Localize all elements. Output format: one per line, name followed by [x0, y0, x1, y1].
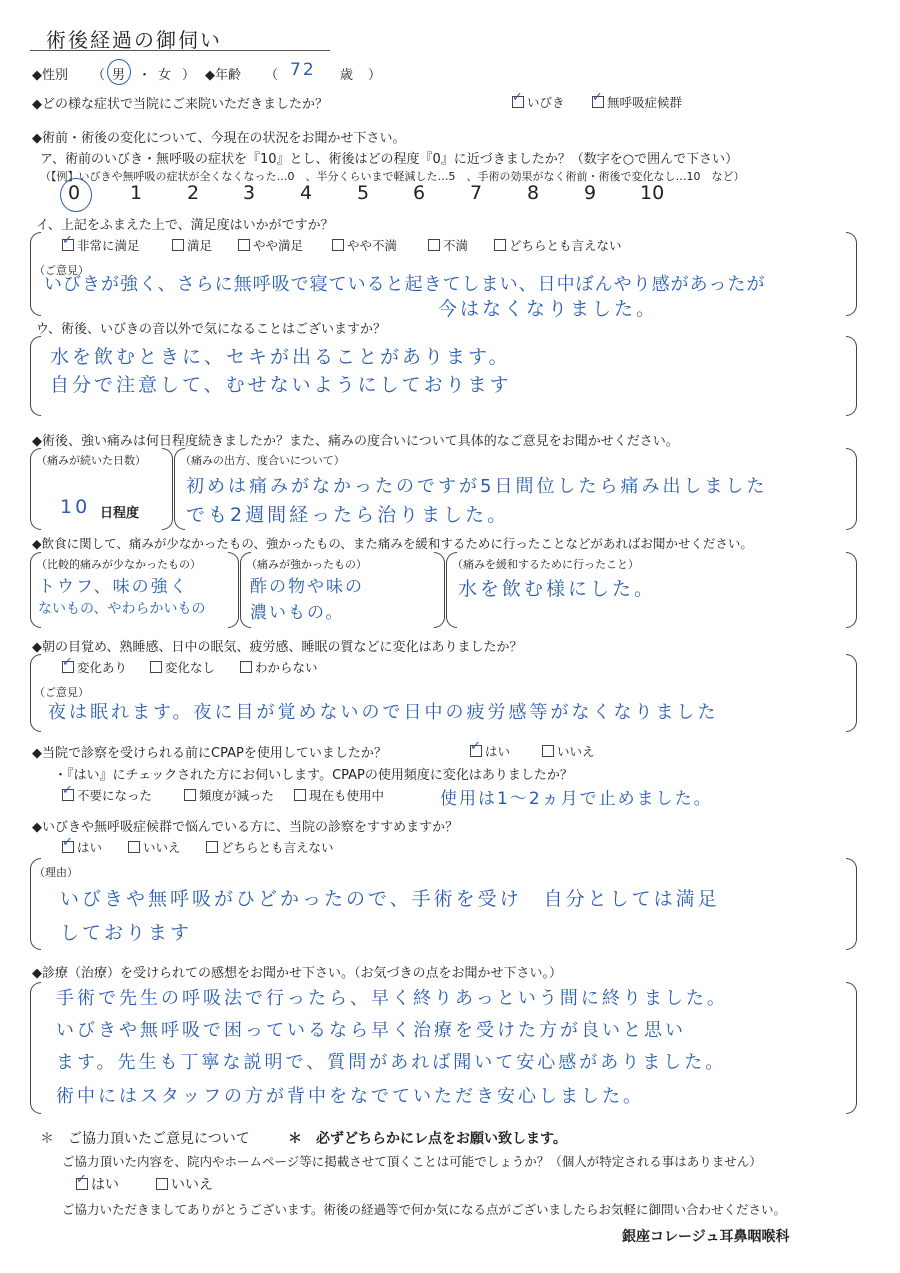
recommend-bracket-right: [846, 858, 857, 950]
change-example: （【例】いびきや無呼吸の症状が全くなくなった…0 、半分くらいまで軽減した…5 、手術の効果がなく術前・術後で変化なし…10 など）: [40, 170, 745, 183]
pain-answer-line2[interactable]: でも2週間経ったら治りました。: [186, 504, 510, 526]
satisfaction-answer-line2[interactable]: 今はなくなりました。: [438, 298, 659, 320]
checkbox-icon[interactable]: [294, 789, 306, 801]
gender-female[interactable]: 女: [158, 68, 172, 83]
impression-bracket-left: [30, 982, 41, 1114]
pain-answer-line1[interactable]: 初めは痛みがなかったのですが5日間位したら痛み出しました: [186, 476, 768, 497]
checkbox-checked-icon[interactable]: [470, 745, 482, 757]
food-high-line2[interactable]: 濃いもの。: [250, 603, 345, 623]
symptom-snoring-option[interactable]: ✓ いびき: [512, 93, 565, 111]
recommend-question: ◆いびきや無呼吸症候群で悩んでいる方に、当院の診察をすすめますか？: [32, 820, 459, 835]
checkbox-icon[interactable]: [206, 841, 218, 853]
satisfaction-bracket-right: [846, 232, 857, 316]
other-answer-line1[interactable]: 水を飲むときに、セキが出ることがあります。: [50, 346, 511, 368]
impression-line1[interactable]: 手術で先生の呼吸法で行ったら、早く終りあっという間に終りました。: [56, 988, 728, 1009]
checkbox-icon[interactable]: [172, 239, 184, 251]
morning-opinion-label: （ご意見）: [34, 686, 89, 699]
change-question: ◆術前・術後の変化について、今現在の状況をお聞かせ下さい。: [32, 131, 406, 146]
cpap-question: ◆当院で診察を受けられる前にCPAPを使用していましたか？: [32, 746, 387, 761]
scale-9[interactable]: 9: [584, 182, 597, 204]
morning-option-1[interactable]: ✓変化あり: [62, 658, 127, 676]
food-low-bracket-right: [228, 552, 239, 628]
cpap-sub-option-3[interactable]: 現在も使用中: [294, 786, 384, 804]
age-close: ）: [368, 68, 382, 83]
cpap-sub-option-1[interactable]: ✓不要になった: [62, 786, 152, 804]
age-value[interactable]: 72: [290, 60, 316, 80]
pain-days-value[interactable]: 10: [60, 496, 91, 518]
checkbox-checked-icon[interactable]: [62, 789, 74, 801]
checkbox-icon[interactable]: [128, 841, 140, 853]
change-sub-question: ア、術前のいびき・無呼吸の症状を『10』とし、術後はどの程度『0』に近づきましたか？（数字を○で囲んで下さい）: [40, 152, 739, 167]
pain-days-label: （痛みが続いた日数）: [36, 454, 146, 467]
cpap-sub-question: ・『はい』にチェックされた方にお伺いします。CPAPの使用頻度に変化はありましたか？: [54, 768, 573, 783]
food-relief-line1[interactable]: 水を飲む様にした。: [458, 578, 657, 600]
checkbox-icon[interactable]: [428, 239, 440, 251]
footer-yes-option[interactable]: ✓はい: [76, 1174, 119, 1194]
gender-label: ◆性別: [32, 68, 68, 83]
age-label: ◆年齢: [205, 68, 241, 83]
checkbox-checked-icon[interactable]: [62, 841, 74, 853]
pain-detail-bracket-right: [846, 448, 857, 530]
cpap-no-option[interactable]: いいえ: [542, 742, 595, 760]
footer-question: ご協力頂いた内容を、院内やホームページ等に掲載させて頂くことは可能でしょうか？（個人が特定される事はありません）: [62, 1154, 762, 1169]
impression-bracket-right: [846, 982, 857, 1114]
checkbox-icon[interactable]: [156, 1178, 168, 1190]
footer-no-option[interactable]: いいえ: [156, 1174, 213, 1194]
gender-close: ）: [182, 68, 196, 83]
clinic-name: 銀座コレージュ耳鼻咽喉科: [622, 1229, 790, 1245]
food-high-line1[interactable]: 酢の物や味の: [250, 577, 364, 597]
checkbox-icon[interactable]: [494, 239, 506, 251]
satisfaction-option-4[interactable]: やや不満: [332, 236, 397, 254]
title-underline: [30, 50, 330, 51]
other-answer-line2[interactable]: 自分で注意して、むせないようにしております: [50, 374, 512, 396]
cpap-answer[interactable]: 使用は1〜2ヵ月で止めました。: [440, 789, 713, 809]
recommend-option-1[interactable]: ✓はい: [62, 838, 102, 856]
gender-dot: ・: [138, 68, 152, 83]
symptom-question: ◆どの様な症状で当院にご来院いただきましたか？: [32, 97, 328, 112]
other-bracket-right: [846, 336, 857, 416]
pain-days-bracket-right: [162, 448, 173, 530]
morning-bracket-right: [846, 654, 857, 732]
scale-3[interactable]: 3: [243, 182, 256, 204]
other-question: ウ、術後、いびきの音以外で気になることはございますか？: [36, 322, 386, 337]
page-title: 術後経過の御伺い: [46, 28, 222, 52]
other-bracket-left: [30, 336, 41, 416]
gender-male[interactable]: 男: [112, 68, 126, 83]
recommend-answer-line1[interactable]: いびきや無呼吸がひどかったので、手術を受け 自分としては満足: [60, 888, 720, 910]
pain-days-unit: 日程度: [100, 506, 140, 521]
cpap-sub-option-2[interactable]: 頻度が減った: [184, 786, 274, 804]
recommend-reason-label: （理由）: [34, 866, 78, 879]
satisfaction-answer-line1[interactable]: いびきが強く、さらに無呼吸で寝ていると起きてしまい、日中ぼんやり感があったが: [44, 274, 766, 295]
checkbox-icon[interactable]: [238, 239, 250, 251]
footer-note-a: ＊ ご協力頂いたご意見について: [40, 1131, 250, 1147]
checkbox-icon[interactable]: [240, 661, 252, 673]
satisfaction-question: イ、上記をふまえた上で、満足度はいかがですか？: [36, 218, 334, 233]
food-relief-label: （痛みを緩和するために行ったこと）: [452, 558, 639, 571]
cpap-yes-option[interactable]: ✓ はい: [470, 742, 510, 760]
food-low-line1[interactable]: トウフ、味の強く: [38, 577, 189, 597]
pain-question: ◆術後、強い痛みは何日程度続きましたか？また、痛みの度合いについて具体的なご意見をお聞かせください。: [32, 434, 679, 449]
food-low-line2[interactable]: ないもの、やわらかいもの: [38, 601, 206, 617]
satisfaction-option-2[interactable]: 満足: [172, 236, 212, 254]
scale-circle-mark: [60, 178, 92, 212]
impression-question: ◆診療（治療）を受けられての感想をお聞かせ下さい。（お気づきの点をお聞かせ下さい。）: [32, 966, 562, 981]
symptom-apnea-option[interactable]: ✓ 無呼吸症候群: [592, 93, 682, 111]
food-low-label: （比較的痛みが少なかったもの）: [36, 558, 201, 571]
impression-line4[interactable]: 術中にはスタッフの方が背中をなでていただき安心しました。: [56, 1086, 644, 1107]
impression-line3[interactable]: ます。先生も丁寧な説明で、質問があれば聞いて安心感がありました。: [56, 1052, 727, 1073]
gender-open: （: [92, 68, 106, 83]
scale-6[interactable]: 6: [413, 182, 426, 204]
age-unit: 歳: [340, 68, 354, 83]
satisfaction-option-3[interactable]: やや満足: [238, 236, 303, 254]
scale-5[interactable]: 5: [357, 182, 370, 204]
age-open: （: [265, 68, 279, 83]
food-question: ◆飲食に関して、痛みが少なかったもの、強かったもの、また痛みを緩和するために行ったことなどがあればお聞かせください。: [32, 536, 753, 551]
scale-8[interactable]: 8: [527, 182, 540, 204]
scale-10[interactable]: 10: [640, 182, 665, 204]
footer-note-b: ＊ 必ずどちらかにレ点をお願い致します。: [288, 1131, 567, 1147]
scale-1[interactable]: 1: [130, 182, 143, 204]
satisfaction-option-1[interactable]: ✓非常に満足: [62, 236, 140, 254]
checkbox-checked-icon[interactable]: [592, 96, 604, 108]
food-relief-bracket-right: [846, 552, 857, 628]
impression-line2[interactable]: いびきや無呼吸で困っているなら早く治療を受けた方が良いと思い: [56, 1020, 686, 1041]
morning-option-2[interactable]: 変化なし: [150, 658, 215, 676]
scale-4[interactable]: 4: [300, 182, 313, 204]
checkbox-icon[interactable]: [542, 745, 554, 757]
gender-circle-mark: [107, 59, 131, 85]
checkbox-checked-icon[interactable]: [76, 1178, 88, 1190]
pain-detail-label: （痛みの出方、度合いについて）: [180, 454, 345, 467]
scale-7[interactable]: 7: [470, 182, 483, 204]
satisfaction-option-5[interactable]: 不満: [428, 236, 468, 254]
checkbox-icon[interactable]: [150, 661, 162, 673]
checkbox-checked-icon[interactable]: [62, 661, 74, 673]
recommend-option-3[interactable]: どちらとも言えない: [206, 838, 334, 856]
footer-thanks: ご協力いただきましてありがとうございます。術後の経過等で何か気になる点がございましたらお気軽に御問い合わせください。: [62, 1202, 787, 1217]
morning-question: ◆朝の目覚め、熟睡感、日中の眠気、疲労感、睡眠の質などに変化はありましたか？: [32, 640, 523, 655]
satisfaction-option-6[interactable]: どちらとも言えない: [494, 236, 622, 254]
scale-2[interactable]: 2: [187, 182, 200, 204]
checkbox-checked-icon[interactable]: [512, 96, 524, 108]
morning-answer-line1[interactable]: 夜は眠れます。夜に目が覚めないので日中の疲労感等がなくなりました: [48, 702, 719, 723]
food-high-label: （痛みが強かったもの）: [246, 558, 367, 571]
food-high-bracket-right: [434, 552, 445, 628]
recommend-answer-line2[interactable]: しております: [60, 922, 193, 944]
checkbox-checked-icon[interactable]: [62, 239, 74, 251]
morning-option-3[interactable]: わからない: [240, 658, 318, 676]
scale-0[interactable]: 0: [68, 182, 81, 204]
recommend-option-2[interactable]: いいえ: [128, 838, 181, 856]
satisfaction-opinion-label: （ご意見）: [34, 264, 89, 277]
checkbox-icon[interactable]: [184, 789, 196, 801]
checkbox-icon[interactable]: [332, 239, 344, 251]
